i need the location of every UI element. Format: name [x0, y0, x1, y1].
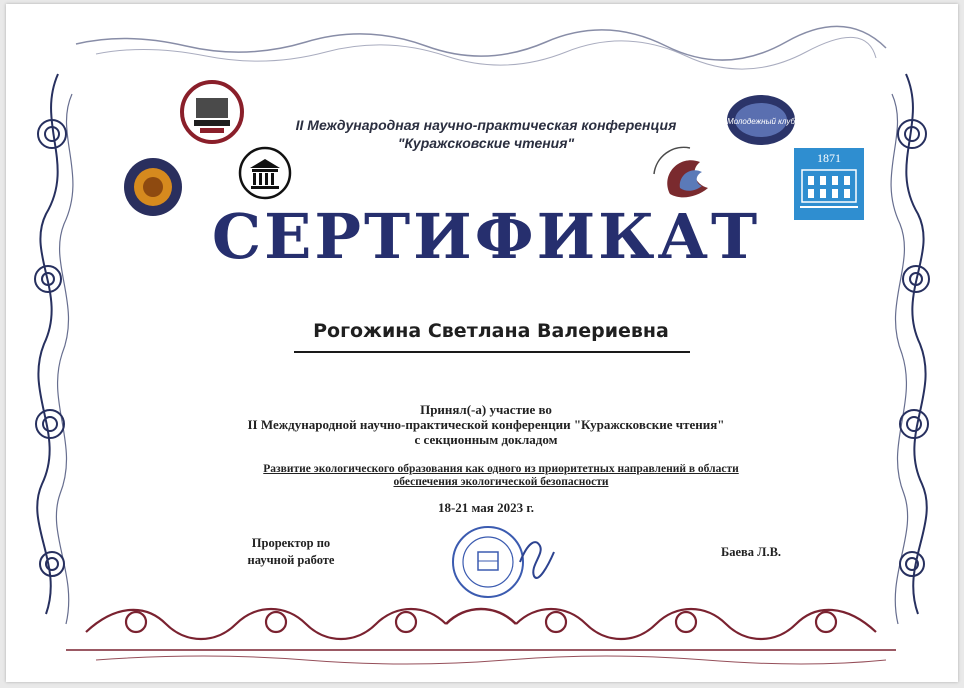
- signer-title: [226, 535, 356, 569]
- conference-title: [251, 116, 721, 152]
- signature: [520, 542, 554, 578]
- building-1871-logo: [794, 148, 864, 220]
- recipient-name: Рогожина Светлана Валериевна: [313, 320, 669, 342]
- report-topic-line-2: обеспечения экологической безопасности: [393, 476, 609, 488]
- certificate-title: СЕРТИФИКАТ: [211, 200, 761, 273]
- participation-line-2: II Международной научно-практической конференции "Куражсковские чтения": [247, 417, 725, 432]
- unesco-logo: [238, 146, 292, 200]
- conference-dates: 18-21 мая 2023 г.: [437, 500, 535, 515]
- name-underline: [294, 351, 690, 353]
- youth-club-logo: [724, 92, 798, 148]
- youth-club-logo-text: Молодежный клуб: [726, 117, 796, 126]
- official-stamp: [450, 522, 560, 602]
- signer-title-line1: Проректор по: [251, 536, 331, 550]
- signer-name: Баева Л.В.: [720, 545, 782, 559]
- conference-title-line2: "Куражсковские чтения": [397, 135, 575, 151]
- logo-year-text: 1871: [817, 151, 841, 165]
- round-orange-emblem-logo: [122, 156, 184, 218]
- report-topic-line-1: Развитие экологического образования как одного из приоритетных направлений в области: [263, 463, 739, 475]
- astrakhan-ecology-logo: [650, 144, 726, 206]
- conference-title-line1: II Международная научно-практическая конференция: [295, 117, 677, 133]
- signer-title-line2: научной работе: [247, 553, 335, 567]
- university-emblem-logo: [180, 80, 244, 144]
- participation-line-3: с секционным докладом: [414, 432, 558, 447]
- participation-line-1: Принял(-а) участие во: [420, 402, 552, 417]
- certificate-sheet: [6, 4, 958, 682]
